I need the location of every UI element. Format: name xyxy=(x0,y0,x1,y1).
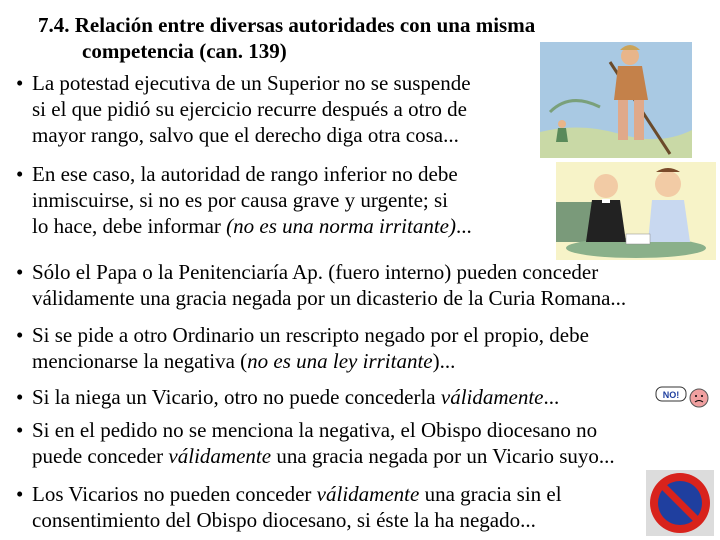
small-man-body xyxy=(556,128,568,142)
title-line-2: competencia (can. 139) xyxy=(82,39,287,63)
bullet-1-line-2: si el que pidió su ejercicio recurre después a otro de xyxy=(32,97,468,121)
slide-title xyxy=(38,12,618,64)
bullet-2 xyxy=(16,161,546,239)
bullet-4-line-1: Si se pide a otro Ordinario un rescripto negado por el propio, debe xyxy=(32,323,589,347)
bullet-7-text-c: una gracia sin el xyxy=(419,482,562,506)
bullet-6-italic: válidamente xyxy=(168,444,272,468)
priests-at-table-illustration xyxy=(556,162,716,260)
bullet-6-line-1: Si en el pedido no se menciona la negativa, el Obispo diocesano no xyxy=(32,418,598,442)
bullet-1-line-1: La potestad ejecutiva de un Superior no se suspende xyxy=(32,71,471,95)
bullet-3-line-2: válidamente una gracia negada por un dicasterio de la Curia Romana... xyxy=(32,286,627,310)
bullet-7-line-1 xyxy=(32,481,656,507)
bullet-marker: • xyxy=(16,323,24,347)
bullet-4-text-c: )... xyxy=(432,349,456,373)
bullet-5-text-a: Si la niega un Vicario, otro no puede concederla xyxy=(32,385,441,409)
bullet-7-text-a: Los Vicarios no pueden conceder xyxy=(32,482,317,506)
frowning-face xyxy=(690,389,708,407)
bullet-5-italic: válidamente xyxy=(440,385,544,409)
bullet-marker: • xyxy=(16,260,24,284)
face-eye-right xyxy=(701,395,703,397)
bullet-4 xyxy=(16,322,716,374)
bullet-2-end: ... xyxy=(456,214,472,238)
bullet-marker: • xyxy=(16,418,24,442)
priest-collar xyxy=(602,199,610,203)
bullet-7-italic: válidamente xyxy=(316,482,420,506)
bullet-marker: • xyxy=(16,385,24,409)
no-entry-sign-icon xyxy=(646,470,714,536)
bullet-2-line-3-text: lo hace, debe informar xyxy=(32,214,227,238)
bullet-6-text-c: una gracia negada por un Vicario suyo... xyxy=(271,444,615,468)
giant-and-small-man-illustration xyxy=(540,42,692,158)
bullet-6 xyxy=(16,417,716,469)
priest-body xyxy=(586,200,626,242)
title-line-1: 7.4. Relación entre diversas autoridades con una misma xyxy=(38,13,536,37)
bullet-5-text-c: ... xyxy=(543,385,560,409)
bullet-4-italic: no es una ley irritante xyxy=(247,349,433,373)
bullet-marker: • xyxy=(16,71,24,95)
bullet-2-line-2: inmiscuirse, si no es por causa grave y urgente; si xyxy=(32,188,449,212)
man-body xyxy=(648,200,690,242)
bullet-5 xyxy=(16,384,656,410)
bullet-7-line-2: consentimiento del Obispo diocesano, si éste la ha negado... xyxy=(32,508,536,532)
no-text: NO! xyxy=(662,390,680,400)
bullet-2-line-3 xyxy=(32,213,546,239)
bullet-6-line-2 xyxy=(32,443,716,469)
bullet-6-text-a: puede conceder xyxy=(32,444,169,468)
giant-leg-left xyxy=(618,100,628,140)
bullet-4-text-a: mencionarse la negativa ( xyxy=(32,349,248,373)
bullet-marker: • xyxy=(16,482,24,506)
face-eye-left xyxy=(695,395,697,397)
bullet-4-line-2 xyxy=(32,348,716,374)
no-face-icon xyxy=(654,384,712,410)
bullet-3 xyxy=(16,259,716,311)
bullet-marker: • xyxy=(16,162,24,186)
bullet-1-line-3: mayor rango, salvo que el derecho diga otra cosa... xyxy=(32,123,459,147)
man-head xyxy=(655,171,681,197)
bullet-7 xyxy=(16,481,656,533)
bullet-2-line-1: En ese caso, la autoridad de rango inferior no debe xyxy=(32,162,458,186)
giant-leg-right xyxy=(634,100,644,140)
bullet-2-italic: (no es una norma irritante) xyxy=(226,214,456,238)
bullet-5-line-1 xyxy=(16,384,656,410)
priest-head xyxy=(594,174,618,198)
papers xyxy=(626,234,650,244)
bullet-3-line-1: Sólo el Papa o la Penitenciaría Ap. (fuero interno) pueden conceder xyxy=(32,260,599,284)
bullet-1 xyxy=(16,70,536,148)
small-man-head xyxy=(558,120,566,128)
